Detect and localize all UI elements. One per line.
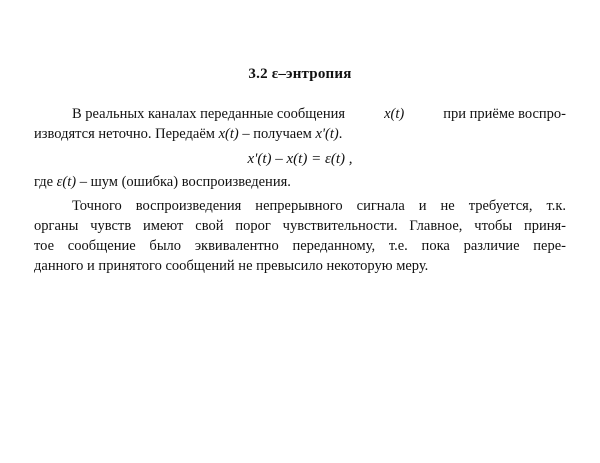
p1-l2-math2: x'(t) xyxy=(315,126,339,142)
paragraph-1-line-2 xyxy=(34,124,566,144)
p1-l2-text1: изводятся неточно. Передаём xyxy=(34,126,215,142)
p1-l1-text: В реальных каналах переданные сообщения xyxy=(72,106,346,122)
formula: x'(t) – x(t) = ε(t) , xyxy=(247,151,353,167)
paragraph-3-line-3 xyxy=(34,236,566,256)
p1-l1-math: x(t) xyxy=(384,106,405,122)
p3-line-1: Точного воспроизведения непрерывного сигнала и не требуется, т.к. xyxy=(72,198,566,214)
p3-line-3: тое сообщение было эквивалентно переданному, т.е. пока различие пере- xyxy=(34,238,566,254)
p1-l2-end: . xyxy=(338,126,343,142)
p2-rest: – шум (ошибка) воспроизведения. xyxy=(79,174,291,190)
paragraph-3-line-4 xyxy=(34,256,566,276)
paragraph-2-line xyxy=(34,172,566,192)
paragraph-3-line-2 xyxy=(34,216,566,236)
paragraph-2 xyxy=(34,172,566,192)
p3-line-4: данного и принятого сообщений не превысило некоторую меру. xyxy=(34,258,429,274)
p1-l2-math1: x(t) xyxy=(218,126,239,142)
p3-line-2: органы чувств имеют свой порог чувствительности. Главное, чтобы приня- xyxy=(34,218,566,234)
p1-l1-tail: при приёме воспро- xyxy=(443,106,566,122)
paragraph-1 xyxy=(34,104,566,144)
paragraph-3 xyxy=(34,196,566,276)
paragraph-3-line-1 xyxy=(34,196,566,216)
paragraph-1-line-1 xyxy=(34,104,566,124)
p2-math: ε(t) xyxy=(56,174,77,190)
p2-lead: где xyxy=(34,174,54,190)
p1-l2-text2: – получаем xyxy=(242,126,312,142)
section-heading: 3.2 ε–энтропия xyxy=(248,66,352,82)
